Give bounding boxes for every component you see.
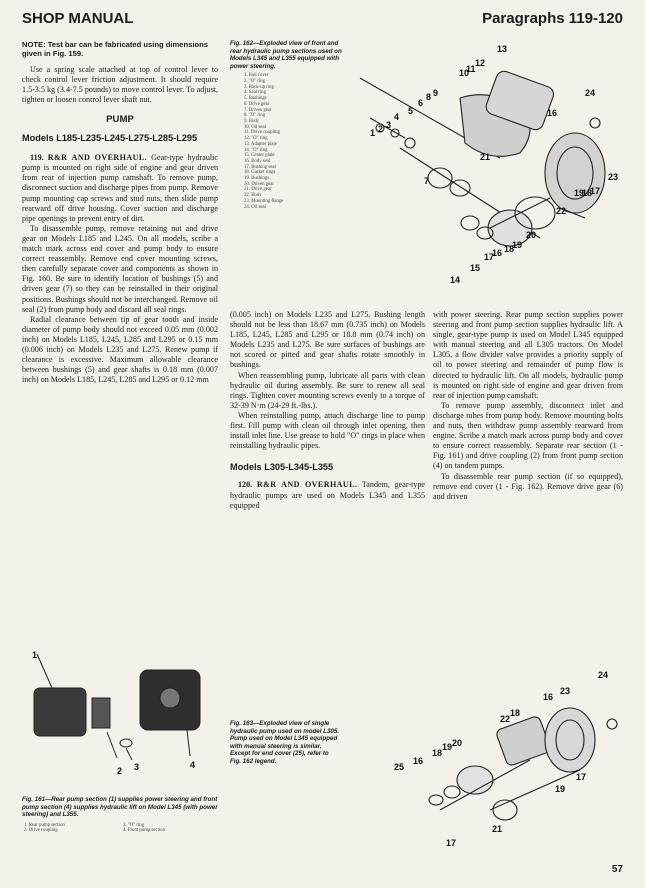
fig-162-callout: 14: [450, 275, 461, 285]
fig-162-callout: 6: [418, 98, 424, 108]
fig-162-caption: Fig. 162—Exploded view of front and rear hydraulic pump sections used on Models L345 and L355 equipped with power steering.: [230, 40, 342, 70]
fig-162-legend-item: 18. Gasket rings: [244, 170, 276, 176]
fig-162-callout: 8: [426, 92, 432, 102]
fig-162-callout: 9: [433, 88, 439, 98]
fig-162-legend-item: 22. Body: [244, 193, 262, 199]
fig-162-legend-item: 21. Drive gear: [244, 187, 272, 193]
column-1: [22, 40, 218, 385]
column-2: [230, 310, 425, 511]
fig-163-illustration: [380, 660, 630, 850]
para-120-number: 120.: [238, 480, 253, 490]
fig-163-callout: 17: [446, 838, 457, 848]
fig-162-legend: [230, 73, 348, 210]
fig-161-legend-item: 1. Rear pump section: [24, 822, 65, 828]
fig-161-legend-item: 2. Drive coupling: [24, 828, 58, 834]
col3-paragraph-3: To disassemble rear pump section (if so equipped), remove end cover (1 - Fig. 162). Remove drive gear (6) and driven: [433, 471, 623, 501]
fig-162-legend-item: 16. Body seal: [244, 158, 271, 164]
fig-162-legend-item: 4. Seal ring: [244, 90, 266, 96]
fig-162-callout: 13: [497, 44, 508, 54]
fig-161-illustration: [22, 648, 222, 790]
fig-162-callout: 19: [574, 188, 585, 198]
fig-162-callout: 11: [466, 64, 476, 74]
fig-163-callout: 16: [413, 756, 424, 766]
fig-162-legend-item: 2. "O" ring: [244, 79, 266, 85]
fig-162-legend-item: 17. Bushing seal: [244, 164, 276, 170]
fig-163-callout: 22: [500, 714, 511, 724]
fig-162-callout: 7: [424, 176, 430, 186]
fig-162-callout: 21: [480, 152, 491, 162]
fig-162-callout: 1: [370, 128, 376, 138]
models-heading: Models L185-L235-L245-L275-L285-L295: [22, 133, 198, 144]
fig-162-legend-item: 19. Bushings: [244, 176, 270, 182]
col2-paragraph-2: When reassembling pump, lubricate all parts with clean hydraulic oil during assembly. Be sure to renew all seal rings. Tighten cover mounting screws evenly to a torque of 32-39 N·m (24-29 ft.-lbs.).: [230, 370, 425, 410]
fig-163-callout: 17: [576, 772, 587, 782]
fig-162-callout: 24: [585, 88, 596, 98]
col2-paragraph-1: (0.005 inch) on Models L235 and L275. Bushing length should not be less than 18.67 mm (0.735 inch) on Models L185, L245, L285 and L295 or 18.8 mm (0.74 inch) on Models L235 and L275. Be sure surfaces of bushings are not scored or pitted and gear shafts rotate smoothly in bushings.: [230, 310, 425, 370]
fig-162-legend-item: 20. Driven gear: [244, 181, 274, 187]
fig-161-legend-item: 4. Front pump section: [123, 828, 166, 834]
col3-paragraph-2: To remove pump assembly, disconnect inlet and discharge tubes from pump body. Remove mounting bolts and nuts, then withdraw pump assembly rearward from engine. Scribe a match mark across pump body and cover to ensure correct reassembly. Separate rear section (1 - Fig. 161) and drive coupling (2) from front pump section (4) on tandem pumps.: [433, 400, 623, 471]
fig-161-callout: 3: [134, 762, 140, 772]
fig-162-callout: 17: [484, 252, 495, 262]
fig-162-callout: 15: [470, 263, 481, 273]
fig-162-legend-item: 1. End cover: [244, 73, 269, 79]
fig-162-callout: 16: [547, 108, 558, 118]
fig-163-callout: 23: [560, 686, 571, 696]
fig-163-callout: 18: [432, 748, 443, 758]
column-3: [433, 310, 623, 502]
fig-162-callout: 20: [526, 230, 537, 240]
fig-163-callout: 18: [510, 708, 521, 718]
fig-162-callout: 23: [608, 172, 619, 182]
fig-162-callout: 2: [378, 124, 384, 134]
fig-162-callout: 4: [394, 112, 400, 122]
fig-161-callout: 2: [117, 766, 123, 776]
fig-161-legend: [22, 823, 222, 834]
col1-paragraph-3: Radial clearance between tip of gear tooth and inside diameter of pump body should not exceed 0.05 mm (0.002 inch) on Models L185, L245, L285 and L295 or 0.15 mm (0.006 inch) on Models L235 and L275. Renew pump if clearance is excessive. Maximum allowable clearance between bushings (5) and gear shafts is 0.18 mm (0.007 inch) on Models L185, L245, L285 and L295 or 0.12 mm: [22, 314, 218, 385]
col2-paragraph-3: When reinstalling pump, attach discharge line to pump first. Fill pump with clean oil through inlet opening, then install inlet line. Use grease to hold "O" rings in place when reinstalling hydraulic pipes.: [230, 410, 425, 451]
fig-162-legend-item: 11. Drive coupling: [244, 130, 280, 136]
para-119: [22, 153, 218, 385]
fig-162-callout: 5: [408, 106, 414, 116]
fig-163-callout: 19: [442, 742, 453, 752]
fig-161-callout: 4: [190, 760, 196, 770]
fig-161-callout: 1: [32, 650, 38, 660]
fig-161-caption: Fig. 161—Rear pump section (1) supplies power steering and front pump section (4) supplies hydraulic lift on Model L345 (with power steering) and L355.: [22, 796, 218, 819]
fig-162-legend-item: 15. Center plate: [244, 153, 275, 159]
fig-162-legend-item: 23. Mounting flange: [244, 198, 284, 204]
fig-162-caption-block: [230, 40, 348, 210]
para-120-text: Tandem, gear-type hydraulic pumps are used on Models L345 and L355 equipped: [230, 480, 425, 510]
para-119-heading: R&R AND OVERHAUL.: [47, 153, 148, 163]
col1-paragraph-2: To disassemble pump, remove retaining nut and drive gear on Models L185 and L245. On all models, scribe a match mark across end cover and pump body to ensure correct reassembly. Remove end cover mounting screws, then carefully separate cover and components as shown in Fig. 160. Be sure to identify location of bushings (5) and driven gear (7) so they can be reinstalled in their original positions. Bushings should not be interchanged. Remove oil seal (2) from pump body and discard all seal rings.: [22, 223, 218, 314]
fig-162-illustration: [340, 38, 632, 296]
fig-162-callout: 18: [504, 244, 515, 254]
fig-162-legend-item: 3. Back-up ring: [244, 84, 274, 90]
para-120-heading: R&R AND OVERHAUL.: [256, 480, 358, 490]
fig-162-callout: 18: [582, 188, 593, 198]
fig-162-legend-item: 7. Driven gear: [244, 107, 272, 113]
para-119-text: Gear-type hydraulic pump is mounted on right side of engine and gear driven from rear of injection pump camshaft. To remove pump, disconnect suction and discharge pipes from pump. Remove pump mounting cap screws and stud nuts, then slide pump rearward off drive housing. Cover suction and discharge pipe openings to prevent entry of dirt.: [22, 153, 218, 223]
fig-162-callout: 22: [556, 206, 567, 216]
fig-163-callout: 24: [598, 670, 609, 680]
fig-162-legend-item: 14. "O" ring: [244, 147, 268, 153]
fig-162-legend-item: 6. Drive gear: [244, 101, 270, 107]
fig-162-callout: 17: [590, 186, 601, 196]
fig-161-caption-block: [22, 796, 222, 834]
fig-162-callout: 12: [475, 58, 486, 68]
running-head-right: Paragraphs 119-120: [482, 10, 623, 27]
fig-162-legend-item: 8. "O" ring: [244, 113, 266, 119]
col1-intro: Use a spring scale attached at top of control lever to check control lever friction adjustment. It should require 1.5-3.5 kg (3.4-7.5 pounds) to move control lever. To adjust, tighten or loosen control lever shaft nut.: [22, 64, 218, 105]
fig-162-legend-item: 12. "O" ring: [244, 136, 268, 142]
col3-paragraph-1: with power steering. Rear pump section supplies power steering and front pump section supplies hydraulic lift. A single, gear-type pump is used on Model L345 equipped with manual steering and all L305 tractors. On Model L305, a flow divider valve provides a priority supply of oil to power steering and remainder of pump flow is directed to hydraulic lift. On all models, hydraulic pump is mounted on right side of engine and gear driven from rear of injection pump camshaft.: [433, 310, 623, 400]
fig-163-callout: 20: [452, 738, 463, 748]
fig-162-legend-item: 13. Adapter plate: [244, 141, 277, 147]
fig-163-callout: 25: [394, 762, 405, 772]
fig-162-callout: 16: [492, 248, 503, 258]
fig-161-legend-item: 3. "O" ring: [123, 822, 145, 828]
fig-162-callout: 10: [459, 68, 470, 78]
fig-162-callout: 3: [386, 120, 392, 130]
para-119-number: 119.: [30, 153, 44, 163]
fig-162-legend-item: 5. Bushings: [244, 96, 267, 102]
fig-163-caption: Fig. 163—Exploded view of single hydraulic pump used on model L305. Pump used on Model L345 equipped with manual steering is similar. Except for end cover (25), refer to Fig. 162 legend.: [230, 720, 339, 765]
page-number: 57: [611, 864, 623, 875]
fig-163-callout: 21: [492, 824, 503, 834]
fig-162-callout: 19: [512, 240, 523, 250]
fig-162-legend-item: 10. Oil seal: [244, 124, 266, 130]
fig-163-callout: 19: [555, 784, 566, 794]
fig-163-callout: 16: [543, 692, 554, 702]
running-head-left: SHOP MANUAL: [22, 10, 134, 27]
models-2-heading: Models L305-L345-L355: [230, 462, 334, 473]
note: NOTE: Test bar can be fabricated using dimensions given in Fig. 159.: [22, 40, 208, 59]
fig-162-legend-item: 9. Body: [244, 119, 260, 124]
fig-162-legend-item: 24. Oil seal: [244, 204, 266, 210]
pump-heading: PUMP: [106, 114, 134, 126]
